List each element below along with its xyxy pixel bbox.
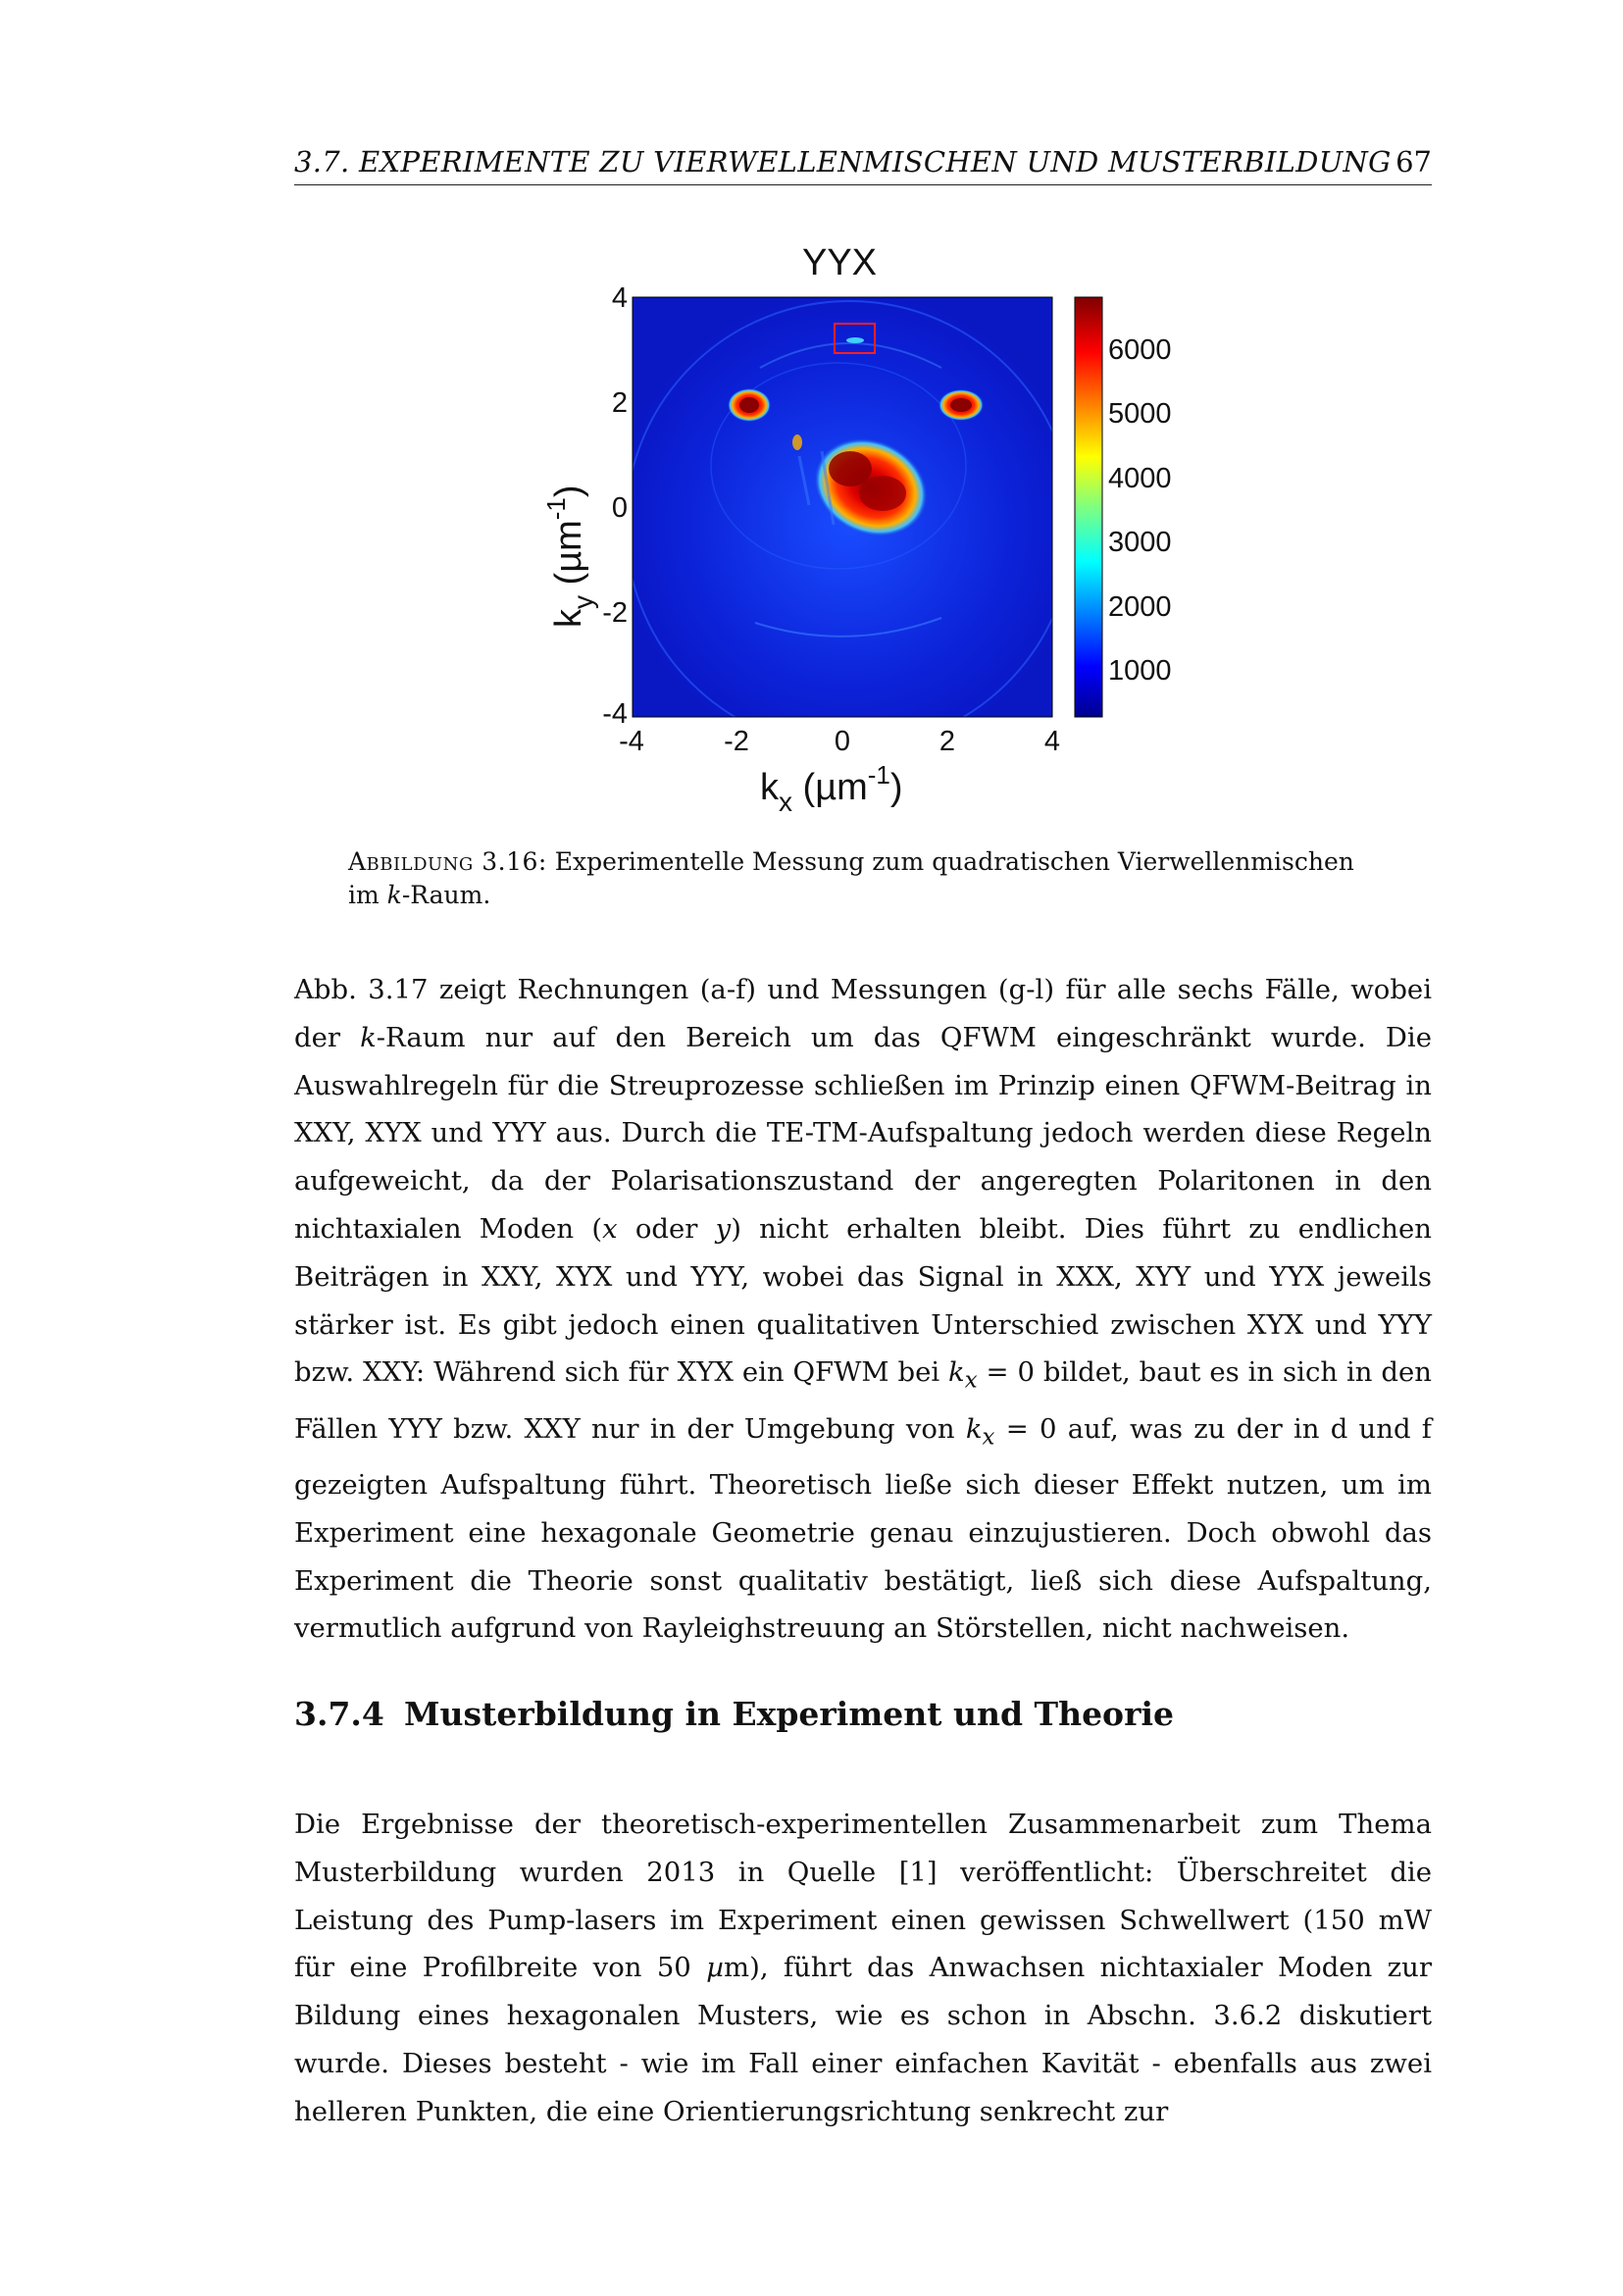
section-heading bbox=[294, 1695, 1174, 1733]
right-side-spot bbox=[938, 389, 984, 421]
y-label-unit: (µm bbox=[548, 520, 589, 595]
x-label-main: k bbox=[760, 767, 779, 808]
figure-caption bbox=[348, 845, 1378, 912]
colorbar bbox=[1075, 297, 1102, 717]
heatmap-chart bbox=[510, 230, 1196, 829]
x-ticks bbox=[619, 726, 1060, 757]
running-title: 3.7. EXPERIMENTE ZU VIERWELLENMISCHEN UND MUSTERBILDUNG bbox=[294, 145, 1392, 179]
plot-area bbox=[619, 294, 1080, 755]
caption-text: Experimentelle Messung zum quadratischen Vierwellenmischen im bbox=[348, 847, 1354, 909]
x-tick-label: -2 bbox=[724, 726, 749, 757]
math-sub-x: x bbox=[982, 1424, 995, 1451]
y-axis-label bbox=[541, 485, 598, 628]
math-sub-x: x bbox=[964, 1367, 978, 1394]
text-run: = 0 bildet, baut es in sich in den Fällen YYY bzw. XXY nur in der Umgebung von bbox=[294, 1356, 1432, 1445]
y-label-main: k bbox=[548, 609, 589, 628]
colorbar-ticks bbox=[1108, 334, 1172, 687]
math-x: x bbox=[602, 1212, 618, 1245]
math-k: k bbox=[360, 1021, 377, 1053]
x-tick-label: 4 bbox=[1043, 726, 1061, 757]
text-run: ) nicht erhalten bleibt. Dies führt zu endlichen Beiträgen in XXY, XYX und YYY, wobei das Signal in XXX, XYY und YYX jeweils stärker ist. Es gibt jedoch einen qualitativen Unterschied zwischen XYX und YYY bzw. XXY: Während sich für XYX ein QFWM bei bbox=[294, 1212, 1432, 1389]
running-header bbox=[294, 145, 1432, 185]
paragraph-2 bbox=[294, 1801, 1432, 2136]
x-tick-label: 0 bbox=[834, 726, 851, 757]
caption-k-symbol: k bbox=[386, 881, 402, 909]
y-tick-label: -4 bbox=[602, 698, 628, 730]
x-label-unit: (µm bbox=[792, 767, 868, 808]
text-run: Die Ergebnisse der theoretisch-experimentellen Zusammenarbeit zum Thema Musterbildung wurden 2013 in Quelle [1] veröffentlicht: Überschreitet die Leistung des Pump-lasers im Experiment einen gewissen Schwellwert (150 mW für eine Profilbreite von 50 bbox=[294, 1809, 1432, 1984]
figure-3-16 bbox=[510, 230, 1196, 829]
y-tick-label: 4 bbox=[611, 282, 628, 314]
left-side-spot bbox=[728, 388, 771, 422]
chart-title: YYX bbox=[801, 242, 878, 283]
paragraph-1 bbox=[294, 966, 1432, 1653]
y-label-exp: -1 bbox=[541, 497, 571, 521]
y-label-sub: y bbox=[568, 595, 598, 609]
colorbar-tick-label: 4000 bbox=[1108, 463, 1172, 494]
small-spot bbox=[792, 434, 802, 450]
math-mu: µ bbox=[706, 1952, 725, 1984]
x-tick-label: -4 bbox=[619, 726, 644, 757]
math-k: k bbox=[965, 1412, 983, 1445]
x-label-close: ) bbox=[889, 767, 903, 808]
y-tick-label: 2 bbox=[611, 387, 628, 419]
text-run: = 0 auf, was zu der in d und f gezeigten Aufspaltung führt. Theoretisch ließe sich dieser Effekt nutzen, um im Experiment eine hexagonale Geometrie genau einzujustieren. Doch obwohl das Experiment die Theorie sonst qualitativ bestätigt, ließ sich diese Aufspaltung, vermutlich aufgrund von Rayleighstreuung an Störstellen, nicht nachweisen. bbox=[294, 1412, 1432, 1645]
math-y: y bbox=[715, 1212, 732, 1245]
text-run: oder bbox=[617, 1212, 716, 1245]
text-run: m), führt das Anwachsen nichtaxialer Moden zur Bildung eines hexagonalen Musters, wie es schon in Abschn. 3.6.2 diskutiert wurde. Dieses besteht - wie im Fall einer einfachen Kavität - ebenfalls aus zwei helleren Punkten, die eine Orientierungsrichtung senkrecht zur bbox=[294, 1952, 1432, 2127]
colorbar-tick-label: 6000 bbox=[1108, 334, 1172, 366]
section-title: Musterbildung in Experiment und Theorie bbox=[404, 1695, 1174, 1733]
y-tick-label: 0 bbox=[611, 492, 628, 524]
x-axis-label bbox=[760, 760, 903, 817]
colorbar-tick-label: 5000 bbox=[1108, 398, 1172, 430]
x-tick-label: 2 bbox=[938, 726, 956, 757]
top-spot bbox=[846, 337, 864, 343]
caption-label: Abbildung 3.16: bbox=[348, 847, 547, 876]
x-label-exp: -1 bbox=[867, 760, 890, 790]
colorbar-tick-label: 2000 bbox=[1108, 591, 1172, 623]
math-k: k bbox=[948, 1356, 965, 1389]
caption-text-end: -Raum. bbox=[401, 881, 491, 909]
y-tick-label: -2 bbox=[602, 597, 628, 629]
colorbar-tick-label: 1000 bbox=[1108, 655, 1172, 687]
colorbar-tick-label: 3000 bbox=[1108, 527, 1172, 558]
page-number: 67 bbox=[1395, 145, 1432, 179]
x-label-sub: x bbox=[779, 787, 792, 817]
y-ticks bbox=[602, 282, 628, 730]
section-number: 3.7.4 bbox=[294, 1695, 384, 1733]
text-run: -Raum nur auf den Bereich um das QFWM eingeschränkt wurde. Die Auswahlregeln für die Streuprozesse schließen im Prinzip einen QFWM-Beitrag in XXY, XYX und YYY aus. Durch die TE-TM-Aufspaltung jedoch werden diese Regeln aufgeweicht, da der Polarisationszustand der angeregten Polaritonen in den nichtaxialen Moden ( bbox=[294, 1021, 1433, 1245]
y-label-close: ) bbox=[548, 485, 589, 498]
text-run: Abb. 3.17 zeigt Rechnungen (a-f) und Messungen (g-l) für alle sechs Fälle, wobei der bbox=[294, 974, 1432, 1053]
